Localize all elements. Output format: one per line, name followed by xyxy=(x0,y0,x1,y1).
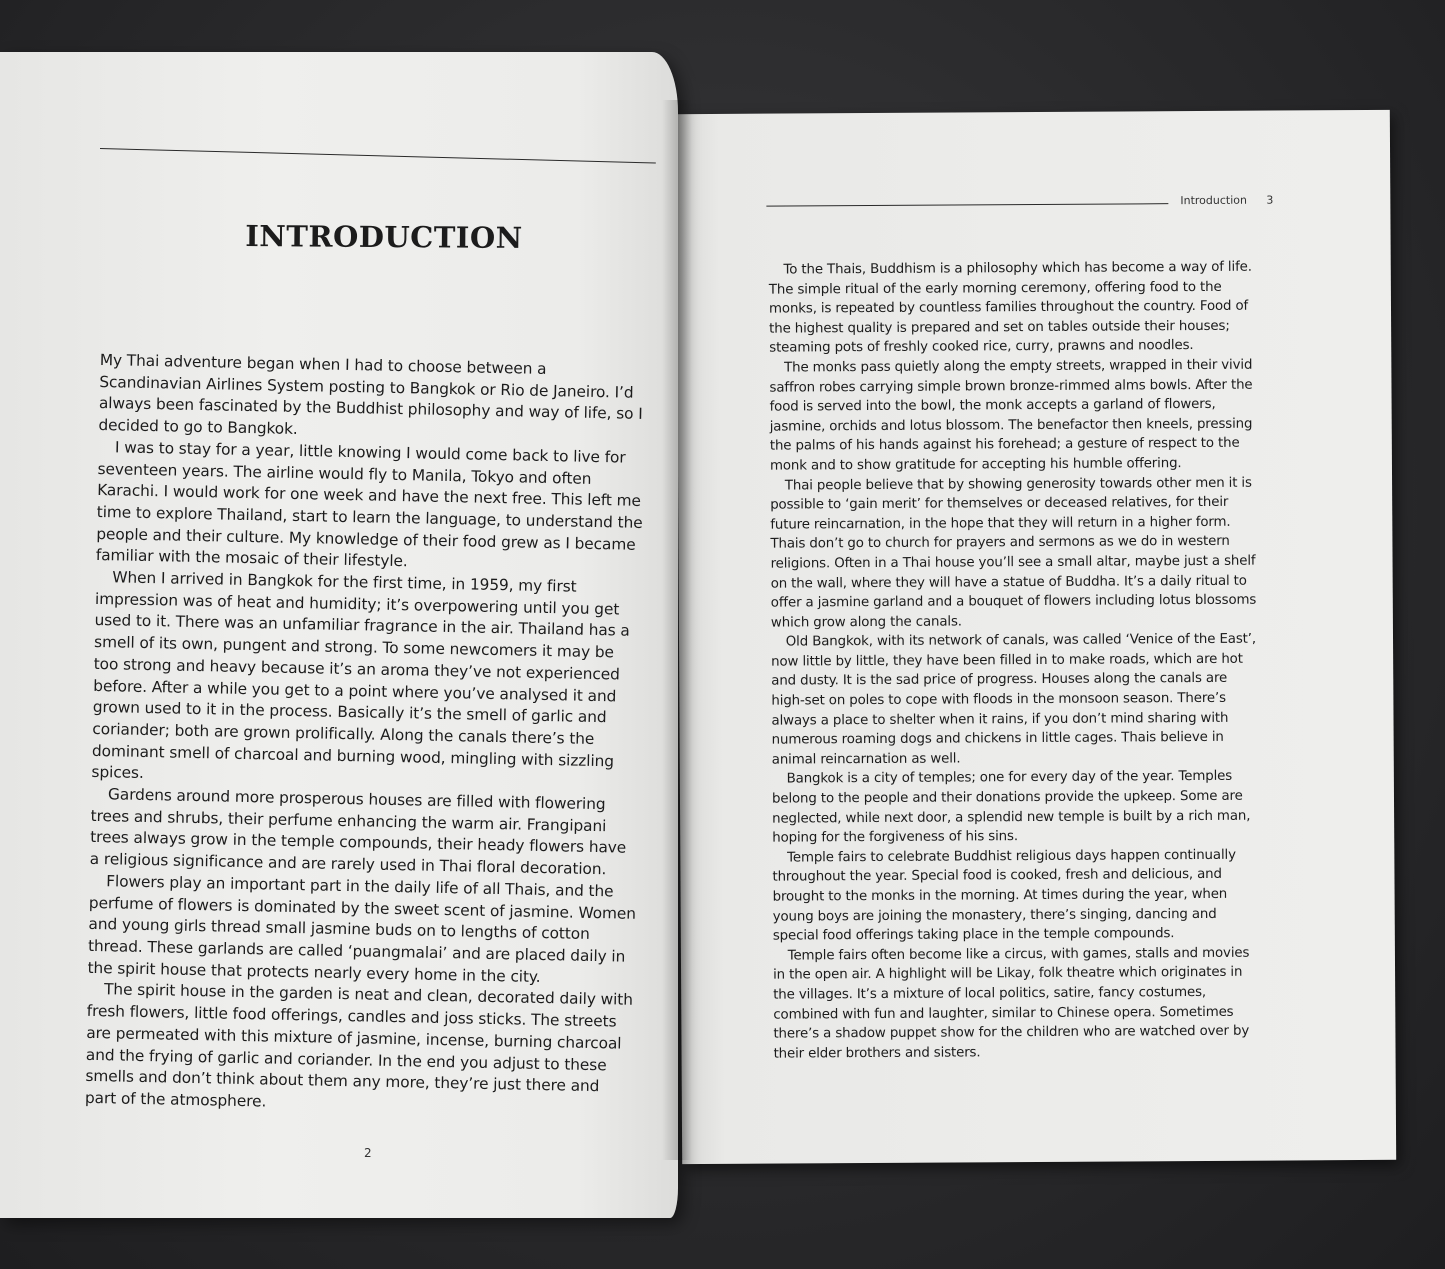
paragraph: Thai people believe that by showing generosity towards other men it is possible to ‘gain merit’ for themselves or deceased relatives, for their future reincarnation, in the hope that they will return in a higher form. Thais don’t go to church for prayers and sermons as we do in western religions. Often in a Thai house you’ll see a small altar, maybe just a shelf on the wall, where they will have a statue of Buddha. It’s a daily ritual to offer a jasmine garland and a bouquet of flowers including lotus blossoms which grow along the canals. xyxy=(770,475,1257,631)
paragraph: Old Bangkok, with its network of canals, was called ‘Venice of the East’, now little by little, they have been filled in to make roads, which are hot and dusty. It is the sad price of progress. Houses along the canals are high-set on poles to cope with floods in the monsoon season. There’s always a place to shelter when it rains, if you don’t mind sharing with numerous roaming dogs and chickens in little cages. Thais believe in animal reincarnation as well. xyxy=(771,631,1257,768)
left-page-body xyxy=(85,350,648,1120)
paragraph: The spirit house in the garden is neat and clean, decorated daily with fresh flowers, little food offerings, candles and joss sticks. The streets are permeated with this mixture of jasmine, incense, burning charcoal and the frying of garlic and coriander. In the end you adjust to these smells and don’t think about them any more, they’re just there and part of the atmosphere. xyxy=(84,980,634,1111)
paragraph: I was to stay for a year, little knowing I would come back to live for seventeen years. The airline would fly to Manila, Tokyo and often Karachi. I would work for one week and have the next free. This left me time to explore Thailand, start to learn the language, to understand the people and their culture. My knowledge of their food grew as I became familiar with the mosaic of their lifestyle. xyxy=(95,438,643,571)
chapter-title: INTRODUCTION xyxy=(245,219,523,255)
running-title: Introduction xyxy=(1180,193,1248,208)
paragraph: Gardens around more prosperous houses are filled with flowering trees and shrubs, their perfume enhancing the warm air. Frangipani trees always grow in the temple compounds, their heady flowers have a religious significance and are rarely used in Thai floral decoration. xyxy=(89,785,627,879)
paragraph: Bangkok is a city of temples; one for every day of the year. Temples belong to the people and their donations provide the upkeep. Some are neglected, while next door, a splendid new temple is built by a rich man, hoping for the forgiveness of his sins. xyxy=(771,769,1251,846)
paragraph: Temple fairs to celebrate Buddhist religious days happen continually throughout the year. Special food is cooked, fresh and delicious, and brought to the monks in the morning. At times during the year, when young boys are joining the monastery, there’s singing, dancing and special food offerings taking place in the temple compounds. xyxy=(772,847,1236,944)
paragraph: The monks pass quietly along the empty streets, wrapped in their vivid saffron robes carrying simple brown bronze-rimmed alms bowls. After the food is served into the bowl, the monk accepts a garland of flowers, jasmine, orchids and lotus blossom. The benefactor then kneels, pressing the palms of his hands against his forehead; a gesture of respect to the monk and to show gratitude for accepting his humble offering. xyxy=(769,357,1253,474)
header-rule xyxy=(100,148,656,164)
right-page xyxy=(676,110,1396,1164)
page-number-right: 3 xyxy=(1266,193,1274,207)
paragraph: Flowers play an important part in the daily life of all Thais, and the perfume of flowers is dominated by the sweet scent of jasmine. Women and young girls thread small jasmine buds on to lengths of cotton thread. These garlands are called ‘puangmalai’ and are placed daily in the spirit house that protects nearly every home in the city. xyxy=(87,872,637,986)
left-page xyxy=(0,52,678,1218)
paragraph: My Thai adventure began when I had to choose between a Scandinavian Airlines System posting to Bangkok or Rio de Janeiro. I’d always been fascinated by the Buddhist philosophy and way of life, so I decided to go to Bangkok. xyxy=(98,350,643,439)
right-page-body xyxy=(769,258,1264,1064)
header-rule xyxy=(766,203,1168,206)
paragraph: When I arrived in Bangkok for the first time, in 1959, my first impression was of heat and humidity; it’s overpowering until you get used to it. There was an unfamiliar fragrance in the air. Thailand has a smell of its own, pungent and strong. To some newcomers it may be too strong and heavy because it’s an aroma they’ve not experienced before. After a while you get to a point where you’ve analysed it and grown used to it in the process. Basically it’s the smell of garlic and coriander; both are grown prolifically. Along the canals there’s the dominant smell of charcoal and burning wood, mingling with sizzling spices. xyxy=(91,568,630,783)
page-number-left: 2 xyxy=(364,1146,372,1160)
paragraph: Temple fairs often become like a circus, with games, stalls and movies in the open air. A highlight will be Likay, folk theatre which originates in the villages. It’s a mixture of local politics, satire, fancy costumes, combined with fun and laughter, similar to Chinese opera. Sometimes there’s a shadow puppet show for the children who are watched over by their elder brothers and sisters. xyxy=(773,945,1250,1062)
running-head xyxy=(766,194,1272,213)
paragraph: To the Thais, Buddhism is a philosophy which has become a way of life. The simple ritual of the early morning ceremony, offering food to the monks, is repeated by countless families throughout the country. Food of the highest quality is prepared and set on tables outside their houses; steaming pots of freshly cooked rice, curry, prawns and noodles. xyxy=(768,259,1252,356)
